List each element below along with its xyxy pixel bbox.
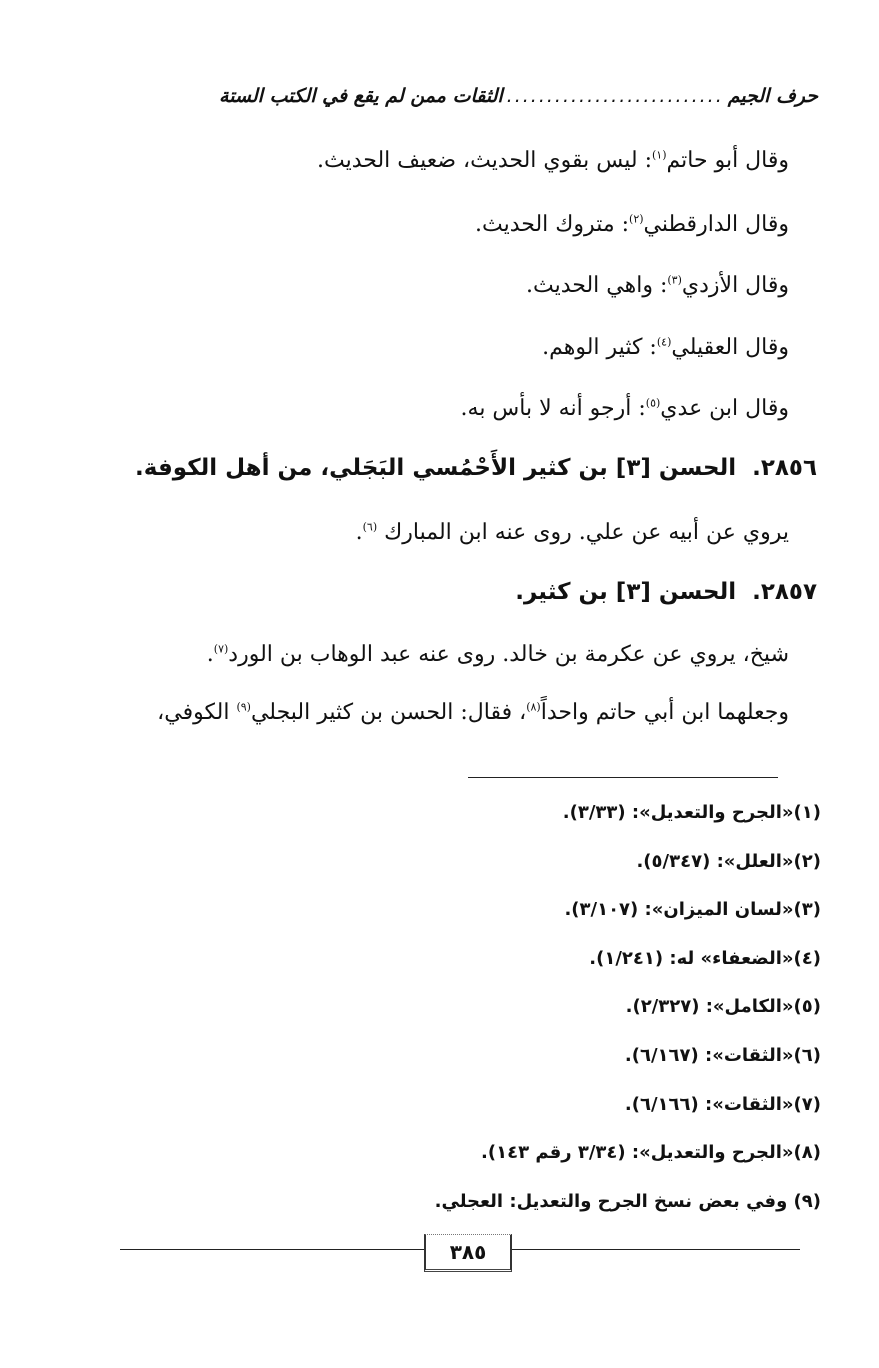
footnotes-list: [121, 795, 821, 1232]
footnote-item: (١)«الجرح والتعديل»: (٣/٣٣).: [562, 802, 821, 823]
entry-number: ٢٨٥٧.: [752, 579, 817, 605]
entry-number: ٢٨٥٦.: [752, 455, 817, 481]
footnote-item: (٢)«العلل»: (٥/٣٤٧).: [636, 850, 821, 872]
body-line-4: وقال العقيلي$^{(٤)}$: كثير الوهم.: [542, 335, 789, 360]
entry-heading-2856: [87, 452, 817, 484]
footnote-item: (٧)«الثقات»: (٦/١٦٦).: [624, 1093, 821, 1115]
entry-text-2857: شيخ، يروي عن عكرمة بن خالد. روى عنه عبد الوهاب بن الورد$^{(٧)}$.: [206, 642, 789, 667]
footnote-ref[interactable]: (٦): [362, 520, 378, 534]
footnote-ref[interactable]: (٥): [645, 396, 661, 410]
entry-name: الحسن [٣] بن كثير.: [515, 579, 737, 605]
footnote-ref[interactable]: (٢): [629, 212, 644, 226]
body-line-5: وقال ابن عدي$^{(٥)}$: أرجو أنه لا بأس به.: [460, 396, 789, 421]
footnote-item: (٤)«الضعفاء» له: (١/٢٤١).: [589, 947, 821, 969]
entry-text-2856: يروي عن أبيه عن علي. روى عنه ابن المبارك $^{(٦)}$.: [355, 520, 789, 545]
header-dot-leader: ...........................: [506, 85, 724, 107]
footnote-ref[interactable]: (٧): [213, 642, 229, 656]
page-number: ٣٨٥: [424, 1234, 512, 1272]
footnote-item: (٦)«الثقات»: (٦/١٦٧).: [624, 1044, 821, 1066]
footnote-divider: [468, 777, 778, 778]
footnote-ref[interactable]: (٣): [667, 273, 682, 287]
entry-heading-2857: [87, 576, 817, 608]
entry-name: الحسن [٣] بن كثير الأَحْمُسي البَجَلي، من أهل الكوفة.: [135, 455, 737, 481]
footnote-item: (٩) وفي بعض نسخ الجرح والتعديل: العجلي.: [434, 1190, 821, 1212]
body-line-1: وقال أبو حاتم$^{(١)}$: ليس بقوي الحديث، ضعيف الحديث.: [317, 148, 789, 173]
body-line-3: وقال الأزدي$^{(٣)}$: واهي الحديث.: [526, 273, 789, 298]
footnote-ref[interactable]: (٤): [656, 335, 672, 349]
footnote-item: (٨)«الجرح والتعديل»: (٣/٣٤ رقم ١٤٣).: [481, 1142, 821, 1164]
footnote-item: (٣)«لسان الميزان»: (٣/١٠٧).: [564, 899, 821, 921]
footnote-ref[interactable]: (١): [652, 148, 667, 162]
header-chapter-title: حرف الجيم: [727, 85, 818, 107]
footnote-item: (٥)«الكامل»: (٢/٣٢٧).: [625, 996, 821, 1018]
body-line-2: وقال الدارقطني$^{(٢)}$: متروك الحديث.: [475, 212, 789, 237]
footnote-ref[interactable]: (٨): [526, 700, 541, 714]
running-header: [150, 78, 818, 114]
body-line-last: وجعلهما ابن أبي حاتم واحداً$^{(٨)}$، فقال: الحسن بن كثير البجلي$^{(٩)}$ الكوفي،: [157, 700, 789, 725]
header-book-title: الثقات ممن لم يقع في الكتب الستة: [219, 85, 503, 107]
footnote-ref[interactable]: (٩): [236, 700, 251, 714]
